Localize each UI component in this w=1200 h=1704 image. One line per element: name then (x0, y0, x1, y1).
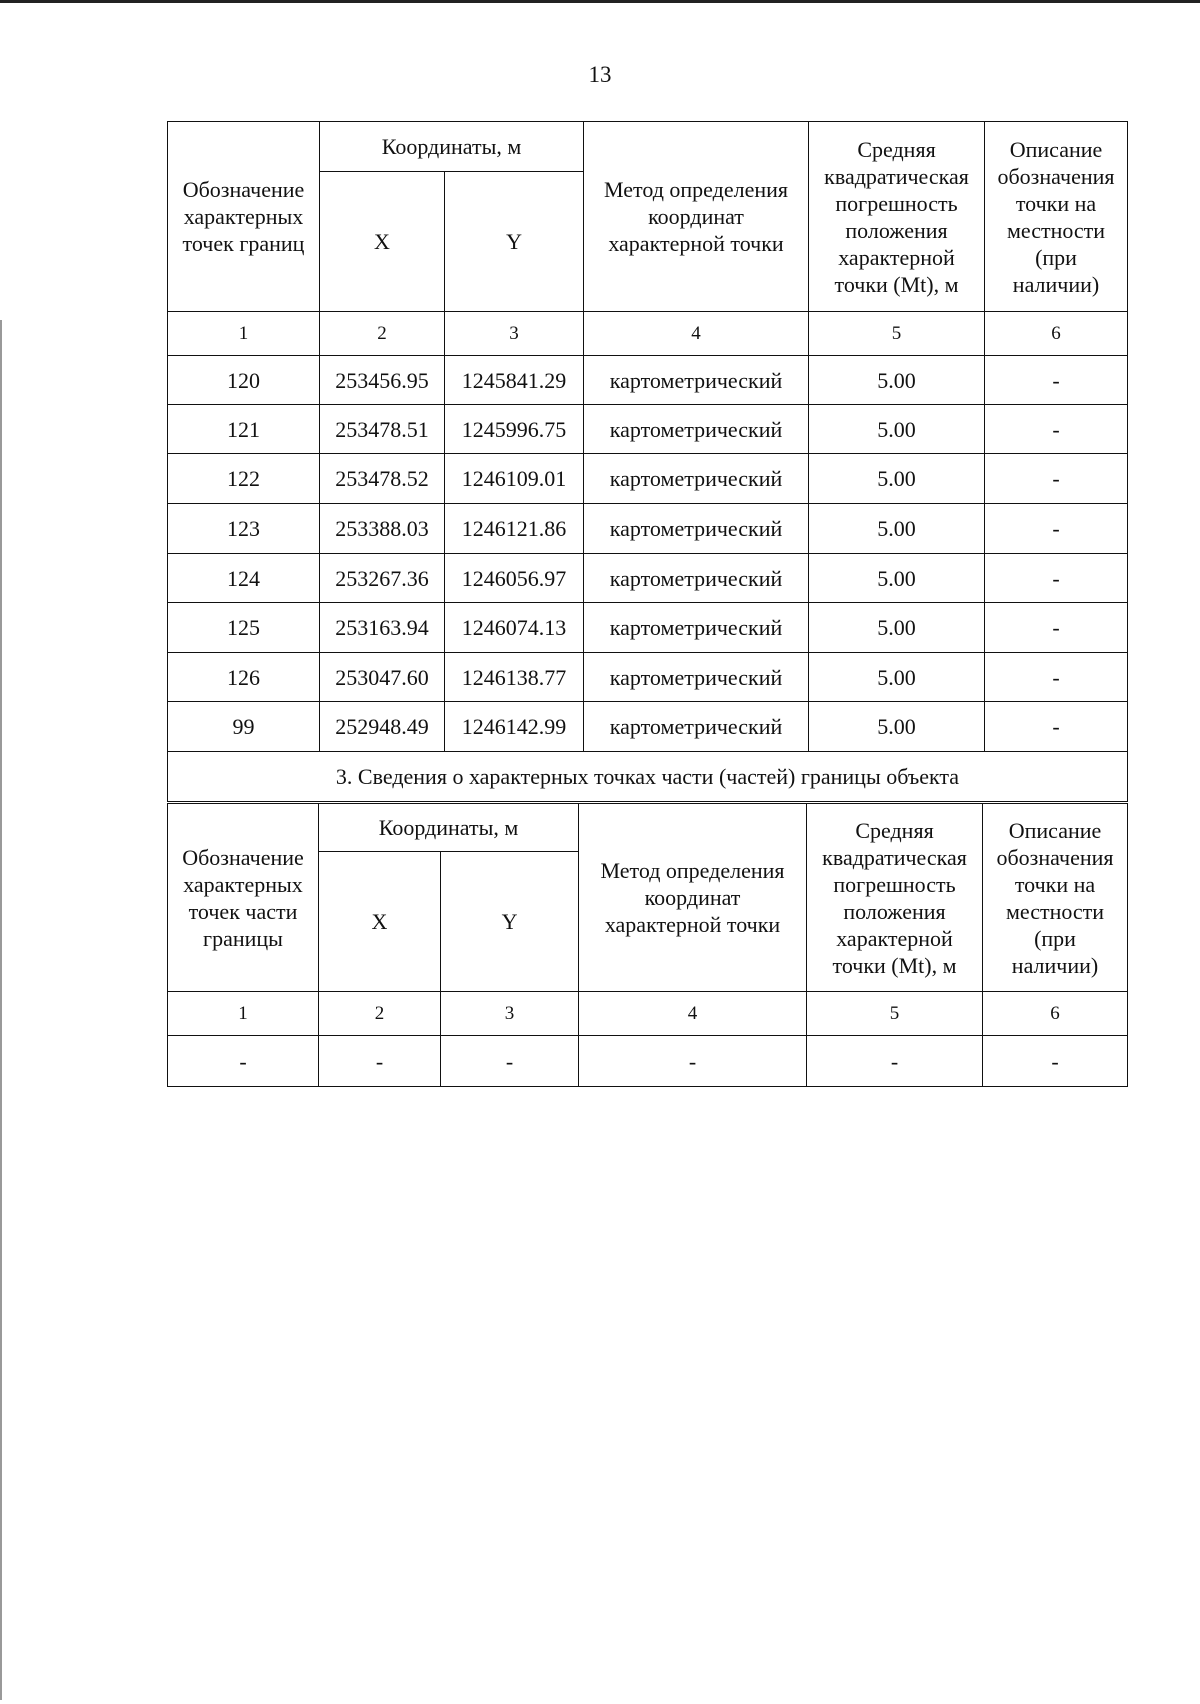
coord-y: 1245841.29 (445, 356, 584, 405)
point-id: 126 (168, 653, 320, 702)
coord-y: 1246142.99 (445, 702, 584, 752)
column-number-row (168, 312, 1128, 356)
description: - (985, 454, 1128, 504)
method: картометрический (584, 504, 809, 554)
empty-cell: - (807, 1036, 983, 1087)
header-mean-error: Средняя квадратическая погрешность положения характерной точки (Mt), м (807, 804, 983, 992)
empty-cell: - (319, 1036, 441, 1087)
header-mean-error: Средняя квадратическая погрешность положения характерной точки (Mt), м (809, 122, 985, 312)
section-3-title: 3. Сведения о характерных точках части (частей) границы объекта (168, 752, 1128, 802)
coord-y: 1246074.13 (445, 603, 584, 653)
table-row (168, 504, 1128, 554)
mean-error: 5.00 (809, 356, 985, 405)
point-id: 99 (168, 702, 320, 752)
table-row (168, 405, 1128, 454)
point-id: 125 (168, 603, 320, 653)
method: картометрический (584, 405, 809, 454)
method: картометрический (584, 653, 809, 702)
table-row (168, 454, 1128, 504)
coord-x: 253456.95 (320, 356, 445, 405)
coord-x: 253163.94 (320, 603, 445, 653)
table-row (168, 1036, 1128, 1087)
page-number: 13 (588, 62, 612, 87)
description: - (985, 504, 1128, 554)
column-number: 3 (441, 992, 579, 1036)
coord-x: 253267.36 (320, 554, 445, 603)
coord-x: 252948.49 (320, 702, 445, 752)
point-id: 121 (168, 405, 320, 454)
description: - (985, 603, 1128, 653)
description: - (985, 702, 1128, 752)
empty-cell: - (441, 1036, 579, 1087)
column-number: 6 (983, 992, 1128, 1036)
table-row (168, 356, 1128, 405)
header-coordinates: Координаты, м (320, 122, 584, 172)
coord-y: 1245996.75 (445, 405, 584, 454)
empty-cell: - (983, 1036, 1128, 1087)
header-description: Описание обозначения точки на местности (при наличии) (983, 804, 1128, 992)
header-y: Y (441, 852, 579, 992)
header-point-designation: Обозначение характерных точек части границы (168, 804, 319, 992)
header-method: Метод определения координат характерной точки (579, 804, 807, 992)
column-number: 4 (579, 992, 807, 1036)
empty-cell: - (579, 1036, 807, 1087)
description: - (985, 554, 1128, 603)
header-description: Описание обозначения точки на местности (при наличии) (985, 122, 1128, 312)
coord-x: 253047.60 (320, 653, 445, 702)
coord-y: 1246138.77 (445, 653, 584, 702)
column-number: 2 (320, 312, 445, 356)
mean-error: 5.00 (809, 653, 985, 702)
method: картометрический (584, 554, 809, 603)
method: картометрический (584, 356, 809, 405)
column-number: 2 (319, 992, 441, 1036)
header-x: X (319, 852, 441, 992)
page-top-edge (0, 0, 1200, 3)
point-id: 123 (168, 504, 320, 554)
points-table (167, 121, 1128, 802)
column-number-row (168, 992, 1128, 1036)
column-number: 1 (168, 992, 319, 1036)
mean-error: 5.00 (809, 554, 985, 603)
description: - (985, 356, 1128, 405)
part-points-table (167, 803, 1128, 1087)
coord-x: 253478.52 (320, 454, 445, 504)
mean-error: 5.00 (809, 603, 985, 653)
method: картометрический (584, 702, 809, 752)
column-number: 5 (807, 992, 983, 1036)
point-id: 122 (168, 454, 320, 504)
page-left-edge (0, 320, 2, 1700)
description: - (985, 653, 1128, 702)
header-point-designation: Обозначение характерных точек границ (168, 122, 320, 312)
column-number: 1 (168, 312, 320, 356)
table-row (168, 603, 1128, 653)
header-method: Метод определения координат характерной точки (584, 122, 809, 312)
table-row (168, 554, 1128, 603)
column-number: 6 (985, 312, 1128, 356)
method: картометрический (584, 603, 809, 653)
coord-y: 1246109.01 (445, 454, 584, 504)
header-x: X (320, 172, 445, 312)
column-number: 5 (809, 312, 985, 356)
table-row (168, 702, 1128, 752)
mean-error: 5.00 (809, 454, 985, 504)
header-coordinates: Координаты, м (319, 804, 579, 852)
mean-error: 5.00 (809, 702, 985, 752)
coord-y: 1246056.97 (445, 554, 584, 603)
column-number: 4 (584, 312, 809, 356)
mean-error: 5.00 (809, 405, 985, 454)
mean-error: 5.00 (809, 504, 985, 554)
point-id: 124 (168, 554, 320, 603)
coord-y: 1246121.86 (445, 504, 584, 554)
empty-cell: - (168, 1036, 319, 1087)
table-row (168, 653, 1128, 702)
method: картометрический (584, 454, 809, 504)
coord-x: 253388.03 (320, 504, 445, 554)
column-number: 3 (445, 312, 584, 356)
point-id: 120 (168, 356, 320, 405)
description: - (985, 405, 1128, 454)
coord-x: 253478.51 (320, 405, 445, 454)
header-y: Y (445, 172, 584, 312)
